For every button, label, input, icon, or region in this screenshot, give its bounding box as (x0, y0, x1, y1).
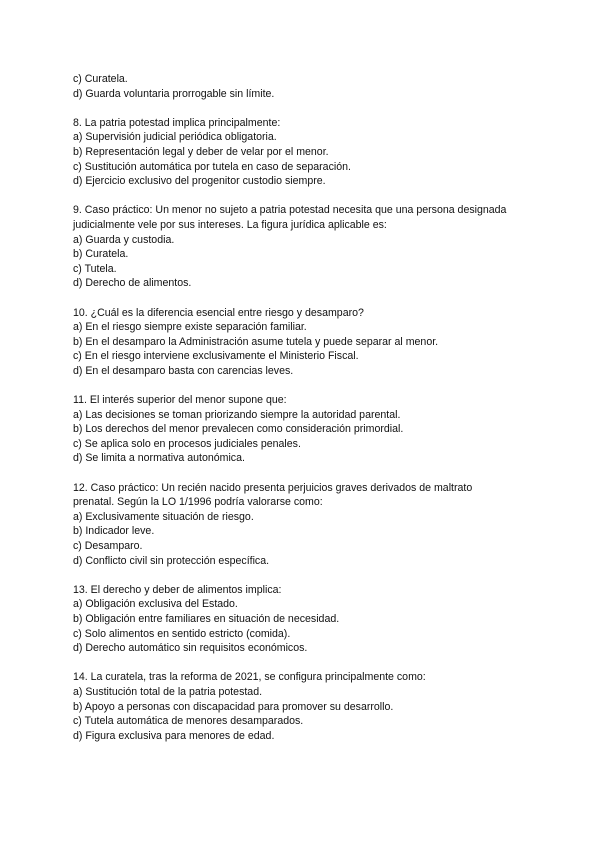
option-line: c) Desamparo. (73, 540, 143, 552)
option-line: a) Sustitución total de la patria potestad. (73, 685, 263, 698)
option-line: a) Supervisión judicial periódica obligatoria. (73, 131, 277, 144)
option-line: c) Tutela automática de menores desamparados. (73, 715, 304, 728)
question-text: 10. ¿Cuál es la diferencia esencial entre riesgo y desamparo? (73, 306, 364, 319)
option-line: d) Se limita a normativa autonómica. (73, 452, 245, 465)
option-line: c) Se aplica solo en procesos judiciales penales. (73, 437, 301, 450)
question-block-11 (73, 393, 533, 466)
question-text: 13. El derecho y deber de alimentos implica: (73, 583, 282, 596)
question-block-14 (73, 670, 533, 743)
option-line: d) Ejercicio exclusivo del progenitor custodio siempre. (73, 175, 326, 188)
option-line: b) Indicador leve. (73, 525, 155, 538)
option-line: c) En el riesgo interviene exclusivamente el Ministerio Fiscal. (73, 350, 359, 363)
lead-options (73, 72, 533, 101)
option-line: c) Tutela. (73, 262, 117, 275)
option-line: b) Los derechos del menor prevalecen como consideración primordial. (73, 423, 404, 436)
option-line: d) Conflicto civil sin protección específica. (73, 554, 270, 567)
option-line: b) Apoyo a personas con discapacidad para promover su desarrollo. (73, 700, 394, 713)
option-line: d) Derecho de alimentos. (73, 277, 192, 290)
question-text: 9. Caso práctico: Un menor no sujeto a patria potestad necesita que una persona designada (73, 204, 507, 217)
page-content (73, 72, 533, 743)
option-line: a) Las decisiones se toman priorizando siempre la autoridad parental. (73, 408, 401, 421)
option-line: d) En el desamparo basta con carencias leves. (73, 364, 294, 377)
option-line: b) Curatela. (73, 248, 129, 261)
question-block-10 (73, 306, 533, 379)
question-block-8 (73, 116, 533, 189)
option-line: c) Sustitución automática por tutela en caso de separación. (73, 160, 351, 173)
option-line: b) Obligación entre familiares en situación de necesidad. (73, 612, 340, 625)
question-text: prenatal. Según la LO 1/1996 podría valorarse como: (73, 496, 323, 509)
question-text: 14. La curatela, tras la reforma de 2021, se configura principalmente como: (73, 671, 426, 684)
option-line: d) Derecho automático sin requisitos económicos. (73, 642, 308, 655)
option-line: a) En el riesgo siempre existe separación familiar. (73, 321, 307, 334)
question-block-12 (73, 481, 533, 569)
question-text: 12. Caso práctico: Un recién nacido presenta perjuicios graves derivados de maltrato (73, 481, 473, 494)
option-line: a) Guarda y custodia. (73, 233, 175, 246)
option-line: b) Representación legal y deber de velar por el menor. (73, 145, 329, 158)
option-line: c) Solo alimentos en sentido estricto (comida). (73, 627, 291, 640)
option-line: d) Figura exclusiva para menores de edad. (73, 729, 275, 742)
option-line: a) Obligación exclusiva del Estado. (73, 598, 238, 611)
option-line: a) Exclusivamente situación de riesgo. (73, 510, 254, 523)
option-line: d) Guarda voluntaria prorrogable sin límite. (73, 87, 275, 100)
option-line: c) Curatela. (73, 73, 128, 85)
question-block-13 (73, 583, 533, 656)
question-text: 11. El interés superior del menor supone que: (73, 394, 287, 407)
option-line: b) En el desamparo la Administración asume tutela y puede separar al menor. (73, 335, 439, 348)
question-block-9 (73, 203, 533, 291)
question-text: judicialmente vele por sus intereses. La figura jurídica aplicable es: (73, 218, 387, 231)
question-text: 8. La patria potestad implica principalmente: (73, 116, 281, 129)
